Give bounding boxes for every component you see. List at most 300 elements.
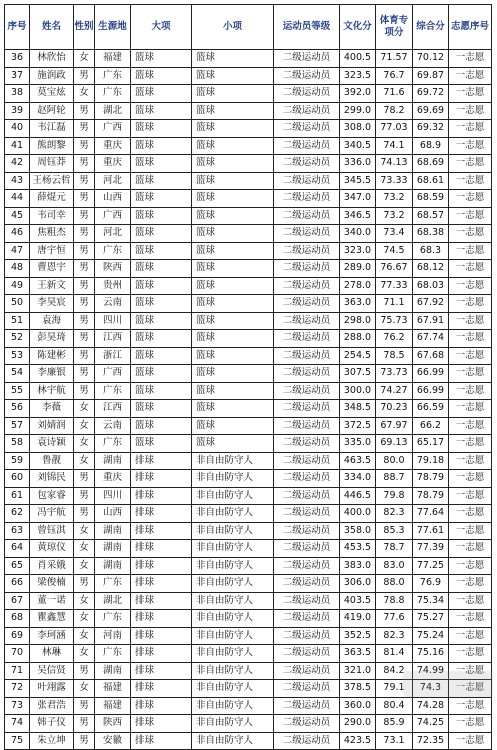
table-cell: 71 [5,662,30,680]
table-cell: 广东 [95,435,131,453]
table-cell: 74 [5,715,30,733]
table-row [5,277,492,295]
table-cell: 62 [5,505,30,523]
table-cell: 董一诺 [30,592,74,610]
table-cell: 二级运动员 [274,732,340,750]
table-cell: 女 [74,50,95,68]
table-cell: 张君浩 [30,697,74,715]
table-cell: 76.67 [376,260,413,278]
table-cell: 福建 [95,50,131,68]
table-cell: 65.17 [413,435,449,453]
table-cell: 一志愿 [449,732,492,750]
table-cell: 男 [74,225,95,243]
table-cell: 74.25 [413,715,449,733]
table-cell: 篮球 [192,400,274,418]
table-cell: 河南 [95,627,131,645]
table-cell: 77.6 [376,610,413,628]
table-cell: 392.0 [340,85,376,103]
table-cell: 71.1 [376,295,413,313]
table-cell: 75.34 [413,592,449,610]
header-cell: 体育专项分 [376,5,413,50]
table-cell: 排球 [131,487,192,505]
table-cell: 韦司幸 [30,207,74,225]
table-cell: 363.5 [340,645,376,663]
table-cell: 82.3 [376,627,413,645]
table-cell: 68 [5,610,30,628]
table-cell: 一志愿 [449,102,492,120]
table-row [5,575,492,593]
table-cell: 68.61 [413,172,449,190]
table-cell: 广东 [95,85,131,103]
table-cell: 林宇航 [30,382,74,400]
table-cell: 篮球 [192,347,274,365]
table-cell: 排球 [131,592,192,610]
table-cell: 79.18 [413,452,449,470]
table-cell: 68.12 [413,260,449,278]
table-cell: 河北 [95,225,131,243]
table-cell: 73.2 [376,207,413,225]
table-cell: 68.9 [413,137,449,155]
table-cell: 一志愿 [449,242,492,260]
table-cell: 唐宇恒 [30,242,74,260]
table-cell: 78.5 [376,347,413,365]
table-cell: 69.72 [413,85,449,103]
table-cell: 广东 [95,645,131,663]
table-cell: 非自由防守人 [192,470,274,488]
table-cell: 58 [5,435,30,453]
table-row [5,610,492,628]
table-cell: 348.5 [340,400,376,418]
header-row [5,5,492,50]
table-cell: 广东 [95,242,131,260]
table-row [5,50,492,68]
table-cell: 非自由防守人 [192,680,274,698]
table-cell: 黄琼仪 [30,540,74,558]
table-row [5,557,492,575]
table-cell: 二级运动员 [274,452,340,470]
table-cell: 46 [5,225,30,243]
table-cell: 81.4 [376,645,413,663]
table-cell: 52 [5,330,30,348]
table-cell: 88.0 [376,575,413,593]
table-cell: 二级运动员 [274,645,340,663]
table-cell: 男 [74,155,95,173]
table-cell: 篮球 [192,155,274,173]
table-cell: 78.7 [376,540,413,558]
table-cell: 女 [74,645,95,663]
table-row [5,645,492,663]
table-cell: 一志愿 [449,225,492,243]
table-cell: 79.8 [376,487,413,505]
table-cell: 72.35 [413,732,449,750]
table-cell: 男 [74,137,95,155]
table-row [5,155,492,173]
table-cell: 73.33 [376,172,413,190]
table-cell: 篮球 [192,85,274,103]
table-cell: 广西 [95,365,131,383]
table-cell: 74.28 [413,697,449,715]
table-cell: 女 [74,452,95,470]
table-cell: 一志愿 [449,505,492,523]
table-cell: 340.0 [340,225,376,243]
table-row [5,295,492,313]
table-cell: 334.0 [340,470,376,488]
table-cell: 篮球 [192,207,274,225]
table-cell: 刘锦民 [30,470,74,488]
table-cell: 女 [74,540,95,558]
table-cell: 李珂涵 [30,627,74,645]
table-cell: 篮球 [192,190,274,208]
table-cell: 40 [5,120,30,138]
table-cell: 排球 [131,610,192,628]
table-cell: 69.32 [413,120,449,138]
table-cell: 非自由防守人 [192,715,274,733]
table-cell: 二级运动员 [274,365,340,383]
table-cell: 84.2 [376,662,413,680]
header-cell: 大项 [131,5,192,50]
table-cell: 75 [5,732,30,750]
table-cell: 75.73 [376,312,413,330]
table-cell: 袁海 [30,312,74,330]
table-cell: 463.5 [340,452,376,470]
table-cell: 一志愿 [449,487,492,505]
table-cell: 67.92 [413,295,449,313]
table-cell: 55 [5,382,30,400]
table-cell: 二级运动员 [274,295,340,313]
table-cell: 排球 [131,715,192,733]
table-cell: 篮球 [192,225,274,243]
table-cell: 排球 [131,662,192,680]
table-cell: 瞿鑫慧 [30,610,74,628]
admission-score-table [4,4,492,750]
table-cell: 山西 [95,190,131,208]
table-cell: 363.0 [340,295,376,313]
table-cell: 59 [5,452,30,470]
table-cell: 67.74 [413,330,449,348]
table-cell: 排球 [131,732,192,750]
table-cell: 66.2 [413,417,449,435]
table-cell: 68.38 [413,225,449,243]
table-cell: 吴信贤 [30,662,74,680]
table-row [5,732,492,750]
table-cell: 一志愿 [449,260,492,278]
table-cell: 篮球 [131,137,192,155]
table-cell: 80.4 [376,697,413,715]
table-cell: 二级运动员 [274,382,340,400]
table-row [5,715,492,733]
table-cell: 一志愿 [449,697,492,715]
table-cell: 排球 [131,575,192,593]
table-cell: 一志愿 [449,452,492,470]
table-cell: 刘婧润 [30,417,74,435]
table-row [5,697,492,715]
table-cell: 熊朗黎 [30,137,74,155]
table-cell: 男 [74,120,95,138]
table-cell: 篮球 [192,172,274,190]
table-cell: 广西 [95,120,131,138]
table-cell: 男 [74,470,95,488]
table-cell: 一志愿 [449,592,492,610]
table-cell: 广东 [95,67,131,85]
table-row [5,365,492,383]
table-cell: 重庆 [95,155,131,173]
table-cell: 男 [74,330,95,348]
table-cell: 74.99 [413,662,449,680]
table-cell: 一志愿 [449,50,492,68]
table-cell: 排球 [131,452,192,470]
table-cell: 53 [5,347,30,365]
table-cell: 男 [74,295,95,313]
table-cell: 二级运动员 [274,85,340,103]
table-cell: 一志愿 [449,540,492,558]
table-cell: 篮球 [131,365,192,383]
header-cell: 序号 [5,5,30,50]
table-cell: 男 [74,732,95,750]
table-cell: 云南 [95,295,131,313]
table-cell: 二级运动员 [274,260,340,278]
table-cell: 篮球 [192,242,274,260]
table-cell: 二级运动员 [274,50,340,68]
table-cell: 非自由防守人 [192,452,274,470]
table-cell: 二级运动员 [274,137,340,155]
table-cell: 非自由防守人 [192,592,274,610]
table-cell: 一志愿 [449,172,492,190]
table-cell: 72 [5,680,30,698]
table-cell: 80.0 [376,452,413,470]
table-cell: 篮球 [192,102,274,120]
table-cell: 篮球 [131,155,192,173]
table-cell: 307.5 [340,365,376,383]
table-cell: 一志愿 [449,312,492,330]
table-cell: 54 [5,365,30,383]
table-cell: 65 [5,557,30,575]
table-row [5,120,492,138]
table-cell: 70.23 [376,400,413,418]
table-cell: 篮球 [131,225,192,243]
table-cell: 男 [74,277,95,295]
table-cell: 85.3 [376,522,413,540]
table-cell: 二级运动员 [274,697,340,715]
table-cell: 383.0 [340,557,376,575]
table-row [5,452,492,470]
table-cell: 二级运动员 [274,277,340,295]
table-cell: 67.68 [413,347,449,365]
table-cell: 篮球 [192,312,274,330]
table-cell: 二级运动员 [274,155,340,173]
header-cell: 性别 [74,5,95,50]
table-cell: 48 [5,260,30,278]
table-cell: 韩子仪 [30,715,74,733]
table-cell: 73.1 [376,732,413,750]
table-row [5,312,492,330]
table-cell: 57 [5,417,30,435]
table-cell: 352.5 [340,627,376,645]
table-cell: 一志愿 [449,207,492,225]
table-cell: 篮球 [192,365,274,383]
table-cell: 朱立坤 [30,732,74,750]
table-cell: 湖南 [95,540,131,558]
table-cell: 67.91 [413,312,449,330]
table-cell: 二级运动员 [274,67,340,85]
table-cell: 女 [74,85,95,103]
table-cell: 篮球 [131,330,192,348]
table-cell: 300.0 [340,382,376,400]
table-cell: 篮球 [192,277,274,295]
table-cell: 篮球 [131,67,192,85]
table-cell: 二级运动员 [274,487,340,505]
table-cell: 赵阿轮 [30,102,74,120]
table-cell: 篮球 [131,190,192,208]
table-cell: 林欣怡 [30,50,74,68]
table-cell: 陕西 [95,715,131,733]
table-cell: 男 [74,487,95,505]
table-cell: 45 [5,207,30,225]
table-cell: 王新文 [30,277,74,295]
table-cell: 男 [74,662,95,680]
table-cell: 二级运动员 [274,400,340,418]
table-cell: 一志愿 [449,575,492,593]
table-cell: 44 [5,190,30,208]
table-cell: 78.8 [376,592,413,610]
table-cell: 一志愿 [449,680,492,698]
table-cell: 70.12 [413,50,449,68]
table-cell: 64 [5,540,30,558]
table-cell: 308.0 [340,120,376,138]
table-cell: 男 [74,505,95,523]
table-cell: 一志愿 [449,715,492,733]
table-cell: 88.7 [376,470,413,488]
table-cell: 67 [5,592,30,610]
table-cell: 85.9 [376,715,413,733]
table-cell: 68.03 [413,277,449,295]
table-row [5,382,492,400]
table-cell: 二级运动员 [274,522,340,540]
table-cell: 非自由防守人 [192,732,274,750]
table-cell: 排球 [131,680,192,698]
table-cell: 419.0 [340,610,376,628]
table-cell: 一志愿 [449,120,492,138]
table-cell: 360.0 [340,697,376,715]
table-cell: 298.0 [340,312,376,330]
table-cell: 贵州 [95,277,131,295]
header-cell: 生源地 [95,5,131,50]
table-cell: 一志愿 [449,400,492,418]
table-row [5,242,492,260]
table-cell: 非自由防守人 [192,505,274,523]
table-cell: 非自由防守人 [192,575,274,593]
table-cell: 306.0 [340,575,376,593]
table-cell: 453.5 [340,540,376,558]
table-cell: 篮球 [131,260,192,278]
table-cell: 女 [74,400,95,418]
table-cell: 347.0 [340,190,376,208]
table-cell: 61 [5,487,30,505]
table-cell: 陈建彬 [30,347,74,365]
table-cell: 二级运动员 [274,417,340,435]
table-cell: 篮球 [131,120,192,138]
table-cell: 曹恩宇 [30,260,74,278]
table-cell: 一志愿 [449,67,492,85]
table-cell: 一志愿 [449,365,492,383]
corner-logo-watermark [403,671,493,697]
table-cell: 一志愿 [449,85,492,103]
table-cell: 39 [5,102,30,120]
table-cell: 一志愿 [449,295,492,313]
table-cell: 女 [74,610,95,628]
table-cell: 女 [74,592,95,610]
table-cell: 男 [74,382,95,400]
table-row [5,85,492,103]
table-cell: 345.5 [340,172,376,190]
table-cell: 二级运动员 [274,435,340,453]
table-cell: 二级运动员 [274,470,340,488]
table-cell: 二级运动员 [274,610,340,628]
table-cell: 一志愿 [449,347,492,365]
table-cell: 一志愿 [449,382,492,400]
table-cell: 二级运动员 [274,627,340,645]
table-cell: 二级运动员 [274,225,340,243]
table-cell: 69 [5,627,30,645]
table-cell: 非自由防守人 [192,627,274,645]
table-cell: 66.99 [413,365,449,383]
table-cell: 82.3 [376,505,413,523]
table-row [5,540,492,558]
table-cell: 63 [5,522,30,540]
table-body [5,50,492,750]
table-cell: 76.9 [413,575,449,593]
table-cell: 323.5 [340,67,376,85]
table-cell: 323.0 [340,242,376,260]
table-cell: 周钰莽 [30,155,74,173]
table-cell: 74.1 [376,137,413,155]
table-row [5,522,492,540]
table-cell: 篮球 [192,67,274,85]
table-cell: 女 [74,627,95,645]
table-cell: 广东 [95,610,131,628]
table-cell: 一志愿 [449,557,492,575]
table-cell: 非自由防守人 [192,662,274,680]
table-cell: 男 [74,365,95,383]
table-cell: 陕西 [95,260,131,278]
table-row [5,470,492,488]
table-cell: 二级运动员 [274,540,340,558]
table-cell: 36 [5,50,30,68]
table-cell: 李薇 [30,400,74,418]
table-cell: 51 [5,312,30,330]
table-cell: 346.5 [340,207,376,225]
table-cell: 男 [74,242,95,260]
header-cell: 运动员等级 [274,5,340,50]
table-cell: 43 [5,172,30,190]
table-cell: 446.5 [340,487,376,505]
table-cell: 湖南 [95,452,131,470]
table-cell: 男 [74,575,95,593]
table-cell: 广东 [95,575,131,593]
table-cell: 排球 [131,470,192,488]
table-cell: 男 [74,715,95,733]
header-cell: 小项 [192,5,274,50]
table-cell: 67.97 [376,417,413,435]
table-row [5,190,492,208]
table-cell: 二级运动员 [274,330,340,348]
table-cell: 一志愿 [449,470,492,488]
table-cell: 290.0 [340,715,376,733]
table-cell: 福建 [95,697,131,715]
table-row [5,592,492,610]
table-cell: 女 [74,680,95,698]
table-cell: 篮球 [131,435,192,453]
table-cell: 75.16 [413,645,449,663]
